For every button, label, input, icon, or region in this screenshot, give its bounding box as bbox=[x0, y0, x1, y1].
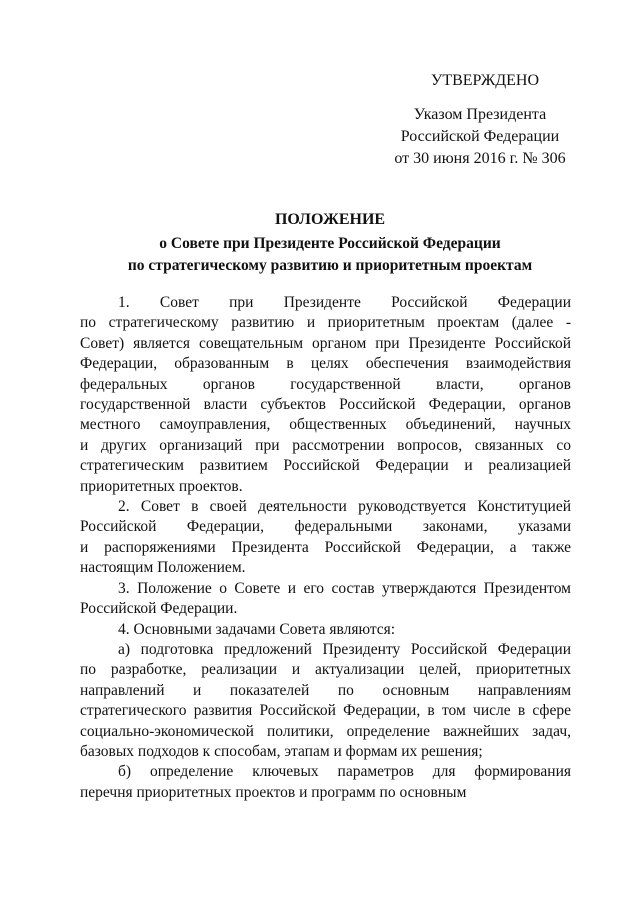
document-subtitle bbox=[80, 233, 580, 277]
paragraph-line: стратегическим развитием Российской Федерации и реализацией bbox=[80, 457, 571, 475]
paragraph bbox=[80, 579, 571, 620]
paragraph-line: б) определение ключевых параметров для формирования bbox=[118, 763, 571, 781]
paragraph-line: настоящим Положением. bbox=[80, 559, 246, 577]
paragraph-line: социально-экономической политики, определение важнейших задач, bbox=[80, 722, 571, 740]
approval-stamp bbox=[380, 70, 580, 170]
paragraph-line: местного самоуправления, общественных объединений, научных bbox=[80, 416, 571, 434]
paragraph-line: приоритетных проектов. bbox=[80, 477, 243, 495]
subtitle-line: по стратегическому развитию и приоритетным проектам bbox=[127, 257, 533, 274]
paragraph-line: и распоряжениями Президента Российской Федерации, а также bbox=[80, 538, 571, 556]
paragraph-line: Российской Федерации, федеральными законами, указами bbox=[80, 518, 571, 536]
paragraph-line: по стратегическому развитию и приоритетным проектам (далее - bbox=[80, 314, 571, 332]
approval-heading: УТВЕРЖДЕНО bbox=[430, 72, 539, 89]
paragraph bbox=[80, 293, 571, 497]
paragraph bbox=[80, 762, 571, 803]
paragraph-line: Федерации, образованным в целях обеспечения взаимодействия bbox=[80, 355, 571, 373]
paragraph-line: государственной власти субъектов Российской Федерации, органов bbox=[80, 396, 571, 414]
paragraph bbox=[80, 640, 571, 762]
paragraph bbox=[80, 497, 571, 579]
document-title: ПОЛОЖЕНИЕ bbox=[274, 211, 386, 228]
approval-line: Российской Федерации bbox=[400, 128, 560, 145]
paragraph-line: 4. Основными задачами Совета являются: bbox=[118, 620, 396, 638]
approval-line: Указом Президента bbox=[413, 106, 547, 123]
paragraph-line: 2. Совет в своей деятельности руководствуется Конституцией bbox=[118, 498, 571, 516]
subtitle-line: о Совете при Президенте Российской Федерации bbox=[159, 235, 501, 252]
paragraph-line: а) подготовка предложений Президенту Российской Федерации bbox=[118, 640, 571, 658]
paragraph-line: и других организаций при рассмотрении вопросов, связанных со bbox=[80, 436, 571, 454]
document-body bbox=[80, 293, 571, 803]
paragraph bbox=[80, 620, 571, 640]
paragraph-line: перечня приоритетных проектов и программ по основным bbox=[80, 783, 467, 801]
paragraph-line: стратегического развития Российской Федерации, в том числе в сфере bbox=[80, 702, 571, 720]
approval-line: от 30 июня 2016 г. № 306 bbox=[394, 150, 566, 167]
paragraph-line: 3. Положение о Совете и его состав утверждаются Президентом bbox=[118, 579, 571, 597]
paragraph-line: 1. Совет при Президенте Российской Федерации bbox=[118, 294, 571, 311]
paragraph-line: Российской Федерации. bbox=[80, 600, 238, 618]
paragraph-line: федеральных органов государственной власти, органов bbox=[80, 375, 571, 393]
paragraph-line: по разработке, реализации и актуализации целей, приоритетных bbox=[80, 661, 571, 679]
paragraph-line: Совет) является совещательным органом при Президенте Российской bbox=[80, 334, 571, 352]
paragraph-line: направлений и показателей по основным направлениям bbox=[80, 681, 571, 699]
paragraph-line: базовых подходов к способам, этапам и формам их решения; bbox=[80, 742, 483, 760]
